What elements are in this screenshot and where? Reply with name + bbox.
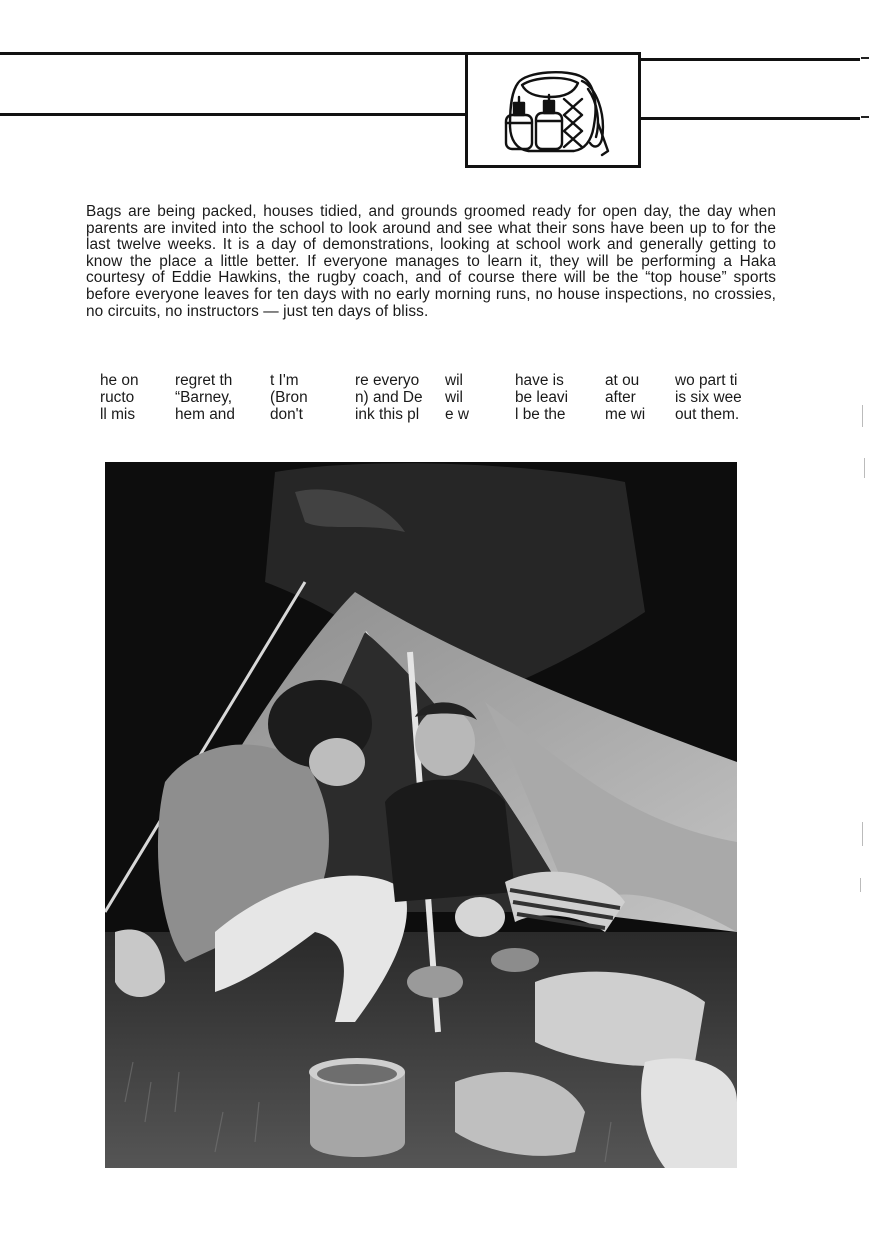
text-fragment: t I'm [270,372,299,389]
text-fragment: e w [445,406,469,423]
text-fragment: ink this pl [355,406,420,423]
article-paragraph: Bags are being packed, houses tidied, and grounds groomed ready for open day, the day when parents are invited into the school to look around and see what their sons have been up to for the last twelve weeks. It is a day of demonstrations, looking at school work and generally getting to know the place a little better. If everyone manages to learn it, they will be performing a Haka courtesy of Eddie Hawkins, the rugby coach, and of course there will be the “top house” sports before everyone leaves for ten days with no early morning runs, no house inspections, no crossies, no circuits, no instructors — just ten days of bliss. [86,203,776,320]
text-fragment: be leavi [515,389,569,406]
text-fragment: is six wee [675,389,742,406]
scan-artifact [864,458,865,478]
fragmented-text-block [100,372,760,423]
text-fragment: ll mis [100,406,136,423]
top-rule-upper-left [0,52,466,55]
text-fragment: l be the [515,406,566,423]
text-fragment: he on [100,372,139,389]
top-rule-lower-right [640,117,860,120]
text-fragment: n) and De [355,389,423,406]
text-fragment: out them. [675,406,740,423]
top-rule-lower-left [0,113,466,116]
text-fragment: “Barney, [175,389,233,406]
edge-mark [861,116,869,118]
text-fragment: have is [515,372,564,389]
scan-artifact [862,822,863,846]
tent-photograph [105,462,737,1168]
text-fragment: wil [445,389,463,406]
edge-mark [861,57,869,59]
scan-artifact [860,878,861,892]
text-fragment: ructo [100,389,135,406]
header-logo-box [465,52,641,168]
text-fragment: me wi [605,406,646,423]
text-fragment: wil [445,372,463,389]
text-fragment: regret th [175,372,233,389]
backpack-icon [498,63,612,159]
top-rule-upper-right [640,58,860,61]
text-fragment: (Bron [270,389,308,406]
text-fragment: hem and [175,406,235,423]
text-fragment: wo part ti [675,372,738,389]
text-fragment: don't [270,406,303,423]
text-fragment: re everyo [355,372,420,389]
scan-artifact [862,405,863,427]
text-fragment: after [605,389,636,406]
text-fragment: at ou [605,372,640,389]
